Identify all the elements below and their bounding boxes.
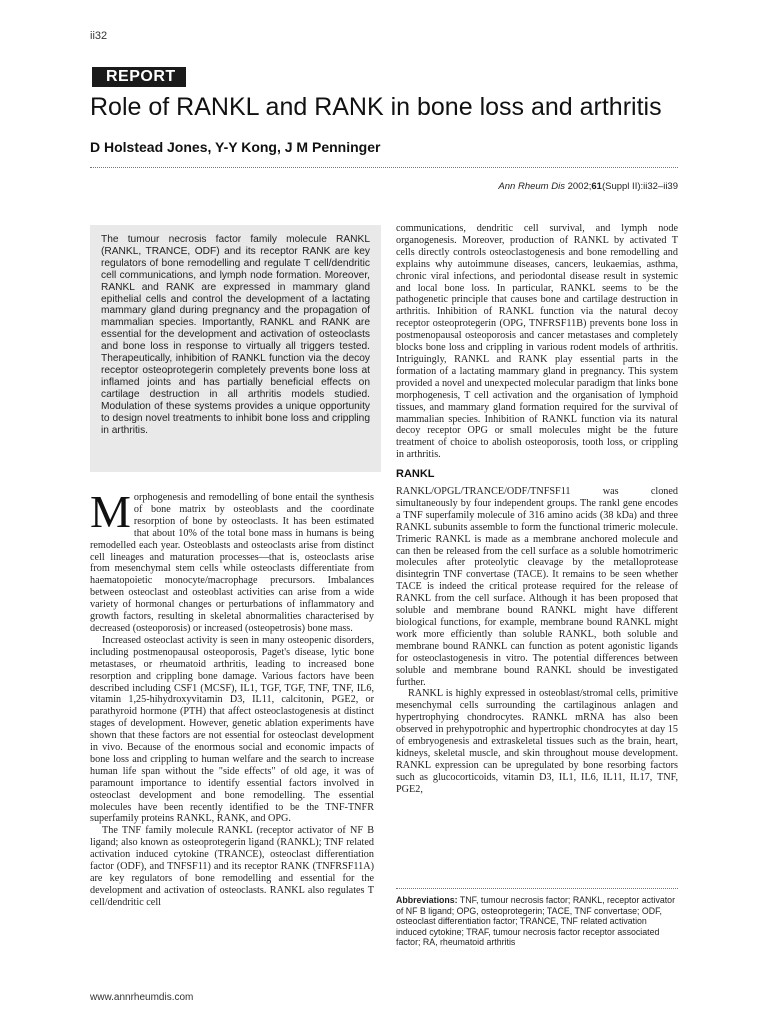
abbreviations-divider [396,888,678,889]
body-paragraph: The TNF family molecule RANKL (receptor activator of NF B ligand; also known as osteoprotegerin ligand (RANKL); TNF related activation induced cytokine (TRANCE), osteoclast differentiation factor (ODF), and TNFSF11) and its receptor RANK (TNFRSF11A) are key regulators of bone remodelling and essential for the development and activation of osteoclasts. RANKL also regulates T cell/dendritic cell [90,825,374,908]
abbreviations-label: Abbreviations: [396,895,458,905]
body-paragraph: RANKL is highly expressed in osteoblast/stromal cells, primitive mesenchymal cells surrounding the cartilaginous anlagen and hypertrophying chondrocytes. RANKL mRNA has also been observed in prehypotrophic and hypertrophic chondrocytes at day 15 of embryogenesis and extraskeletal tissues such as the brain, heart, kidneys, skeletal muscle, and skin throughout mouse development. RANKL expression can be upregulated by bone resorbing factors such as glucocorticoids, vitamin D3, IL1, IL6, IL11, IL17, TNF, PGE2, [396,688,678,795]
left-column [90,492,374,967]
author-list: D Holstead Jones, Y-Y Kong, J M Penninger [90,139,381,155]
section-label: REPORT [92,67,186,87]
body-paragraph: RANKL/OPGL/TRANCE/ODF/TNFSF11 was cloned simultaneously by four independent groups. The rankl gene encodes a TNF superfamily molecule of 316 amino acids (38 kDa) and three RANKL subunits assemble to form the functional trimeric molecule. Trimeric RANKL is made as a membrane anchored molecule and can then be released from the cell surface as a soluble homotrimeric molecules after proteolytic cleavage by the metalloprotease disintegrin TNF convertase (TACE). It remains to be seen whether TACE is indeed the critical protease required for the release of RANKL from the cell surface. Although it has been proposed that soluble and membrane bound RANKL might have different biological functions, for example, membrane bound RANKL might work more efficiently than soluble RANKL, both soluble and membrane bound RANKL can function as potent agonistic ligands for osteoclastogenesis in vitro. The potential differences between soluble and membrane bound RANKL should be investigated further. [396,486,678,688]
article-title: Role of RANKL and RANK in bone loss and arthritis [90,93,662,121]
citation-supplement: (Suppl II):ii32–ii39 [601,181,678,192]
abstract-box: The tumour necrosis factor family molecule RANKL (RANKL, TRANCE, ODF) and its receptor RANK are key regulators of bone remodelling and regulate T cell/dendritic cell communications, and lymph node formation. Moreover, RANKL and RANK are expressed in mammary gland epithelial cells and control the development of a lactating mammary gland during pregnancy and the propagation of mammalian species. Importantly, RANKL and RANK are essential for the development and activation of osteoclasts and bone loss in response to virtually all triggers tested. Therapeutically, inhibition of RANKL function via the decoy receptor osteoprotegerin completely prevents bone loss at inflamed joints and has partially beneficial effects on cartilage destruction in all arthritis models studied. Modulation of these systems provides a unique opportunity to design novel treatments to inhibit bone loss and crippling in arthritis. [90,225,381,472]
journal-url[interactable]: www.annrheumdis.com [90,992,194,1003]
citation-journal: Ann Rheum Dis [498,181,565,192]
citation-volume: 61 [591,181,602,192]
right-column [396,223,678,885]
header-divider [90,167,678,168]
journal-citation [498,181,678,192]
intro-paragraph [90,492,374,635]
drop-cap: M [90,492,131,537]
citation-year: 2002; [567,181,592,192]
section-heading-rankl: RANKL [396,468,435,481]
page-number: ii32 [90,30,108,42]
abbreviations-text: TNF, tumour necrosis factor; RANKL, receptor activator of NF B ligand; OPG, osteoprotegerin; TACE, TNF convertase; ODF, osteoclast differentiation factor; TRANCE, TNF related activation induced cytokine; TRAF, tumour necrosis factor receptor associated factor; RA, rheumatoid arthritis [396,895,675,948]
intro-text: orphogenesis and remodelling of bone entail the synthesis of bone matrix by osteoblasts and the coordinate resorption of bone by osteoclasts. It has been estimated that about 10% of the total bone mass in humans is being remodelled each year. Osteoblasts and osteoclasts arise from distinct cell lineages and maturation processes—that is, osteoclasts arise from mesenchymal stem cells while osteoclasts differentiate from haematopoietic monocyte/macrophage precursors. Imbalances between osteoclast and osteoblast activities can arise from a wide variety of hormonal changes or perturbations of inflammatory and growth factors, resulting in skeletal abnormalities characterised by decreased (osteoporosis) or increased (osteopetrosis) bone mass. [90,492,374,634]
abbreviations-box [396,895,678,948]
body-paragraph: Increased osteoclast activity is seen in many osteopenic disorders, including postmenopausal osteoporosis, Paget's disease, lytic bone metastases, or rheumatoid arthritis, leading to increased bone resorption and crippling bone damage. Various factors have been described including CSF1 (MCSF), IL1, TGF, TGF, TNF, TNF, IL6, vitamin 1,25-hihydroxyvitamin D3, IL11, calcitonin, PGE2, or parathyroid hormone (PTH) that affect osteoclastogenesis at distinct stages of development. However, genetic ablation experiments have shown that these factors are not essential for osteoclast development in vivo. Because of the enormous social and economic impacts of bone loss and crippling to human welfare and the search to increase human life span without the "side effects" of old age, it was of paramount importance to identify essential factors involved in osteoclast development and bone remodelling. The essential molecules have been recently identified to be the TNF-TNFR superfamily proteins RANKL, RANK, and OPG. [90,634,374,825]
body-paragraph: communications, dendritic cell survival, and lymph node organogenesis. Moreover, production of RANKL by activated T cells directly controls osteoclastogenesis and bone remodelling and explains why autoimmune diseases, cancers, leukaemias, asthma, chronic viral infections, and periodontal disease result in systemic and local bone loss. In particular, RANKL seems to be the pathogenetic principle that causes bone and cartilage destruction in arthritis. Inhibition of RANKL function via the natural decoy receptor osteoprotegerin (OPG, TNFRSF11B) prevents bone loss in postmenopausal osteoporosis and cancer metastases and completely blocks bone loss and crippling in various rodent models of arthritis. Intriguingly, RANKL and RANK play essential parts in the formation of a lactating mammary gland in pregnancy. This system provided a novel and unexpected molecular paradigm that links bone morphogenesis, T cell activation and the organisation of lymphoid tissues, and mammary gland formation required for the survival of mammalian species. Inhibition of RANKL function via its natural decoy receptor OPG or small molecules might be the future treatment of choice to abolish osteoporosis, tooth loss, or crippling in arthritis. [396,223,678,461]
